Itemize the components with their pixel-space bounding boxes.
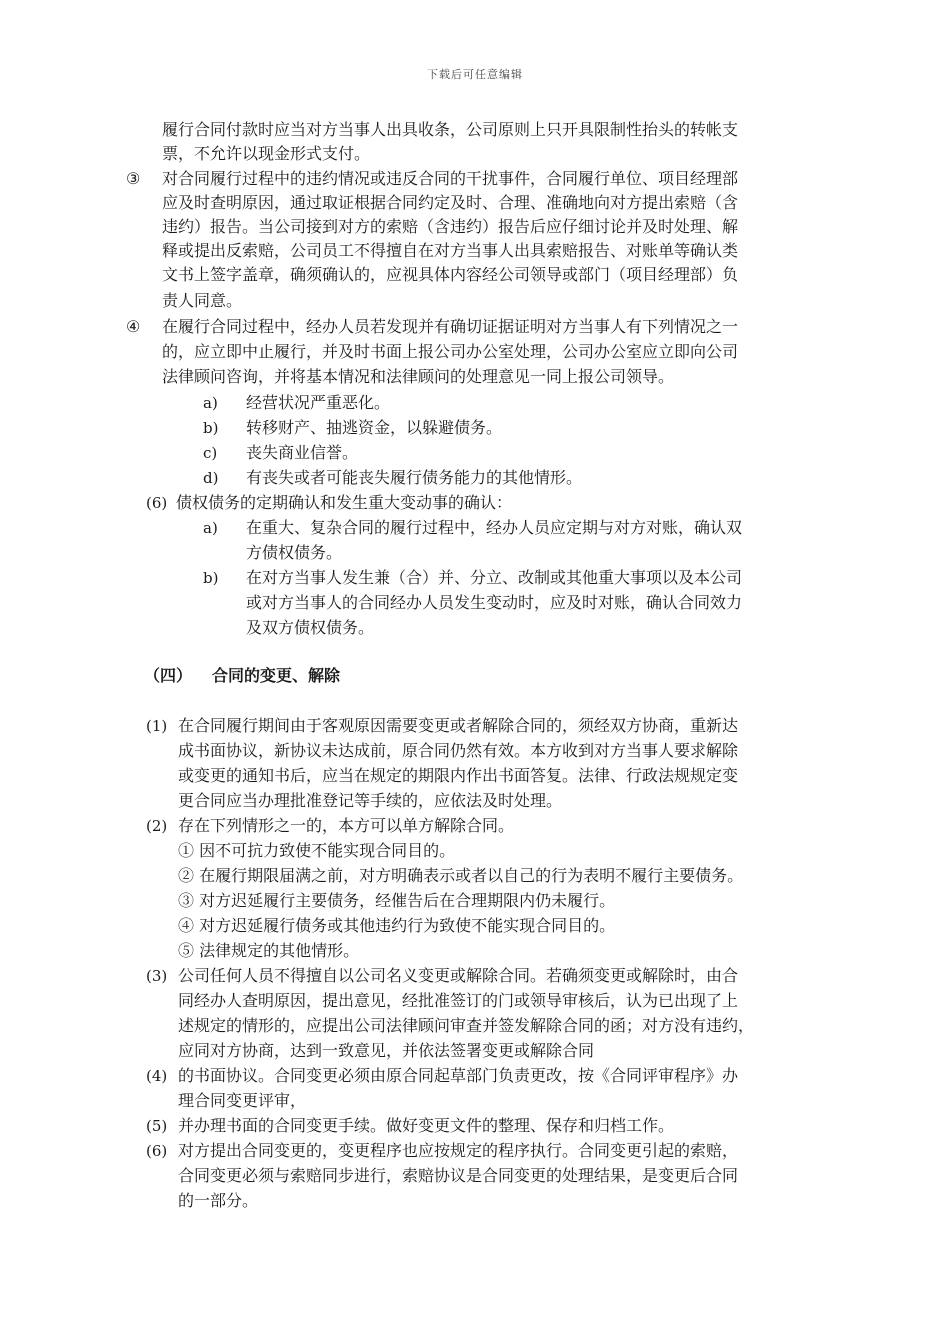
item-marker: (2) — [146, 817, 168, 835]
list-item: ④ 对方迟延履行债务或其他违约行为致使不能实现合同目的。 — [178, 916, 616, 935]
subitem-text: 转移财产、抽逃资金，以躲避债务。 — [246, 418, 503, 437]
list-item: ② 在履行期限届满之前，对方明确表示或者以自己的行为表明不履行主要债务。 — [178, 866, 744, 885]
paragraph-line: 存在下列情形之一的，本方可以单方解除合同。 — [178, 816, 515, 835]
item-marker: (4) — [146, 1067, 168, 1085]
paragraph-line: 述规定的情形的，应提出公司法律顾问审查并签发解除合同的函；对方没有违约， — [178, 1016, 755, 1035]
paragraph-line: 的书面协议。合同变更必须由原合同起草部门负责更改，按《合同评审程序》办 — [178, 1066, 739, 1085]
subitem-marker: a) — [203, 394, 218, 412]
section-title: 合同的变更、解除 — [212, 666, 341, 685]
paragraph-line: 或变更的通知书后，应当在规定的期限内作出书面答复。法律、行政法规规定变 — [178, 766, 739, 785]
paragraph-line: 在履行合同过程中，经办人员若发现并有确切证据证明对方当事人有下列情况之一 — [162, 317, 739, 336]
item-marker: (6) — [146, 1142, 168, 1160]
item-marker: (1) — [146, 717, 168, 735]
item-marker: ④ — [126, 317, 141, 336]
paragraph-line: 履行合同付款时应当对方当事人出具收条，公司原则上只开具限制性抬头的转帐支 — [162, 120, 739, 139]
subitem-text: 丧失商业信誉。 — [246, 443, 359, 462]
list-item: ③ 对方迟延履行主要债务，经催告后在合理期限内仍未履行。 — [178, 891, 616, 910]
paragraph-line: 成书面协议，新协议未达成前，原合同仍然有效。本方收到对方当事人要求解除 — [178, 741, 739, 760]
subitem-marker: b) — [203, 419, 219, 437]
subitem-marker: d) — [203, 469, 219, 487]
paragraph-line: 法律顾问咨询，并将基本情况和法律顾问的处理意见一同上报公司领导。 — [162, 367, 675, 386]
subitem-text: 在对方当事人发生兼（合）并、分立、改制或其他重大事项以及本公司 — [246, 568, 743, 587]
subitem-text: 方债权债务。 — [246, 543, 343, 562]
paragraph-line: 债权债务的定期确认和发生重大变动事的确认： — [176, 493, 513, 512]
paragraph-line: 的一部分。 — [178, 1191, 259, 1210]
paragraph-line: 合同变更必须与索赔同步进行，索赔协议是合同变更的处理结果，是变更后合同 — [178, 1166, 739, 1185]
subitem-marker: a) — [203, 519, 218, 537]
subitem-marker: b) — [203, 569, 219, 587]
paragraph-line: 同经办人查明原因，提出意见，经批准签订的门或领导审核后，认为已出现了上 — [178, 991, 739, 1010]
paragraph-line: 更合同应当办理批准登记等手续的，应依法及时处理。 — [178, 791, 563, 810]
paragraph-line: 释或提出反索赔，公司员工不得擅自在对方当事人出具索赔报告、对账单等确认类 — [162, 241, 739, 260]
subitem-text: 或对方当事人的合同经办人员发生变动时，应及时对账，确认合同效力 — [246, 593, 743, 612]
item-marker: (3) — [146, 967, 168, 985]
paragraph-line: 文书上签字盖章，确须确认的，应视具体内容经公司领导或部门（项目经理部）负 — [162, 265, 739, 284]
paragraph-line: 应同对方协商，达到一致意见，并依法签署变更或解除合同 — [178, 1041, 595, 1060]
paragraph-line: 对合同履行过程中的违约情况或违反合同的干扰事件，合同履行单位、项目经理部 — [162, 169, 739, 188]
subitem-text: 在重大、复杂合同的履行过程中，经办人员应定期与对方对账，确认双 — [246, 518, 743, 537]
paragraph-line: 并办理书面的合同变更手续。做好变更文件的整理、保存和归档工作。 — [178, 1116, 675, 1135]
item-marker: (5) — [146, 1117, 168, 1135]
paragraph-line: 在合同履行期间由于客观原因需要变更或者解除合同的，须经双方协商，重新达 — [178, 716, 739, 735]
paragraph-line: 对方提出合同变更的，变更程序也应按规定的程序执行。合同变更引起的索赔， — [178, 1141, 739, 1160]
page-header: 下载后可任意编辑 — [427, 68, 523, 81]
paragraph-line: 责人同意。 — [162, 291, 243, 310]
subitem-marker: c) — [203, 444, 218, 462]
subitem-text: 及双方债权债务。 — [246, 618, 375, 637]
item-marker: (6) — [146, 494, 168, 512]
subitem-text: 经营状况严重恶化。 — [246, 393, 391, 412]
paragraph-line: 的，应立即中止履行，并及时书面上报公司办公室处理，公司办公室应立即向公司 — [162, 342, 739, 361]
item-marker: ③ — [126, 169, 141, 188]
paragraph-line: 应及时查明原因，通过取证根据合同约定及时、合理、准确地向对方提出索赔（含 — [162, 193, 739, 212]
subitem-text: 有丧失或者可能丧失履行债务能力的其他情形。 — [246, 468, 583, 487]
paragraph-line: 公司任何人员不得擅自以公司名义变更或解除合同。若确须变更或解除时，由合 — [178, 966, 739, 985]
list-item: ⑤ 法律规定的其他情形。 — [178, 941, 360, 960]
list-item: ① 因不可抗力致使不能实现合同目的。 — [178, 841, 456, 860]
paragraph-line: 票，不允许以现金形式支付。 — [162, 144, 371, 163]
section-marker: （四） — [144, 666, 193, 685]
paragraph-line: 违约）报告。当公司接到对方的索赔（含违约）报告后应仔细讨论并及时处理、解 — [162, 217, 739, 236]
paragraph-line: 理合同变更评审， — [178, 1091, 307, 1110]
